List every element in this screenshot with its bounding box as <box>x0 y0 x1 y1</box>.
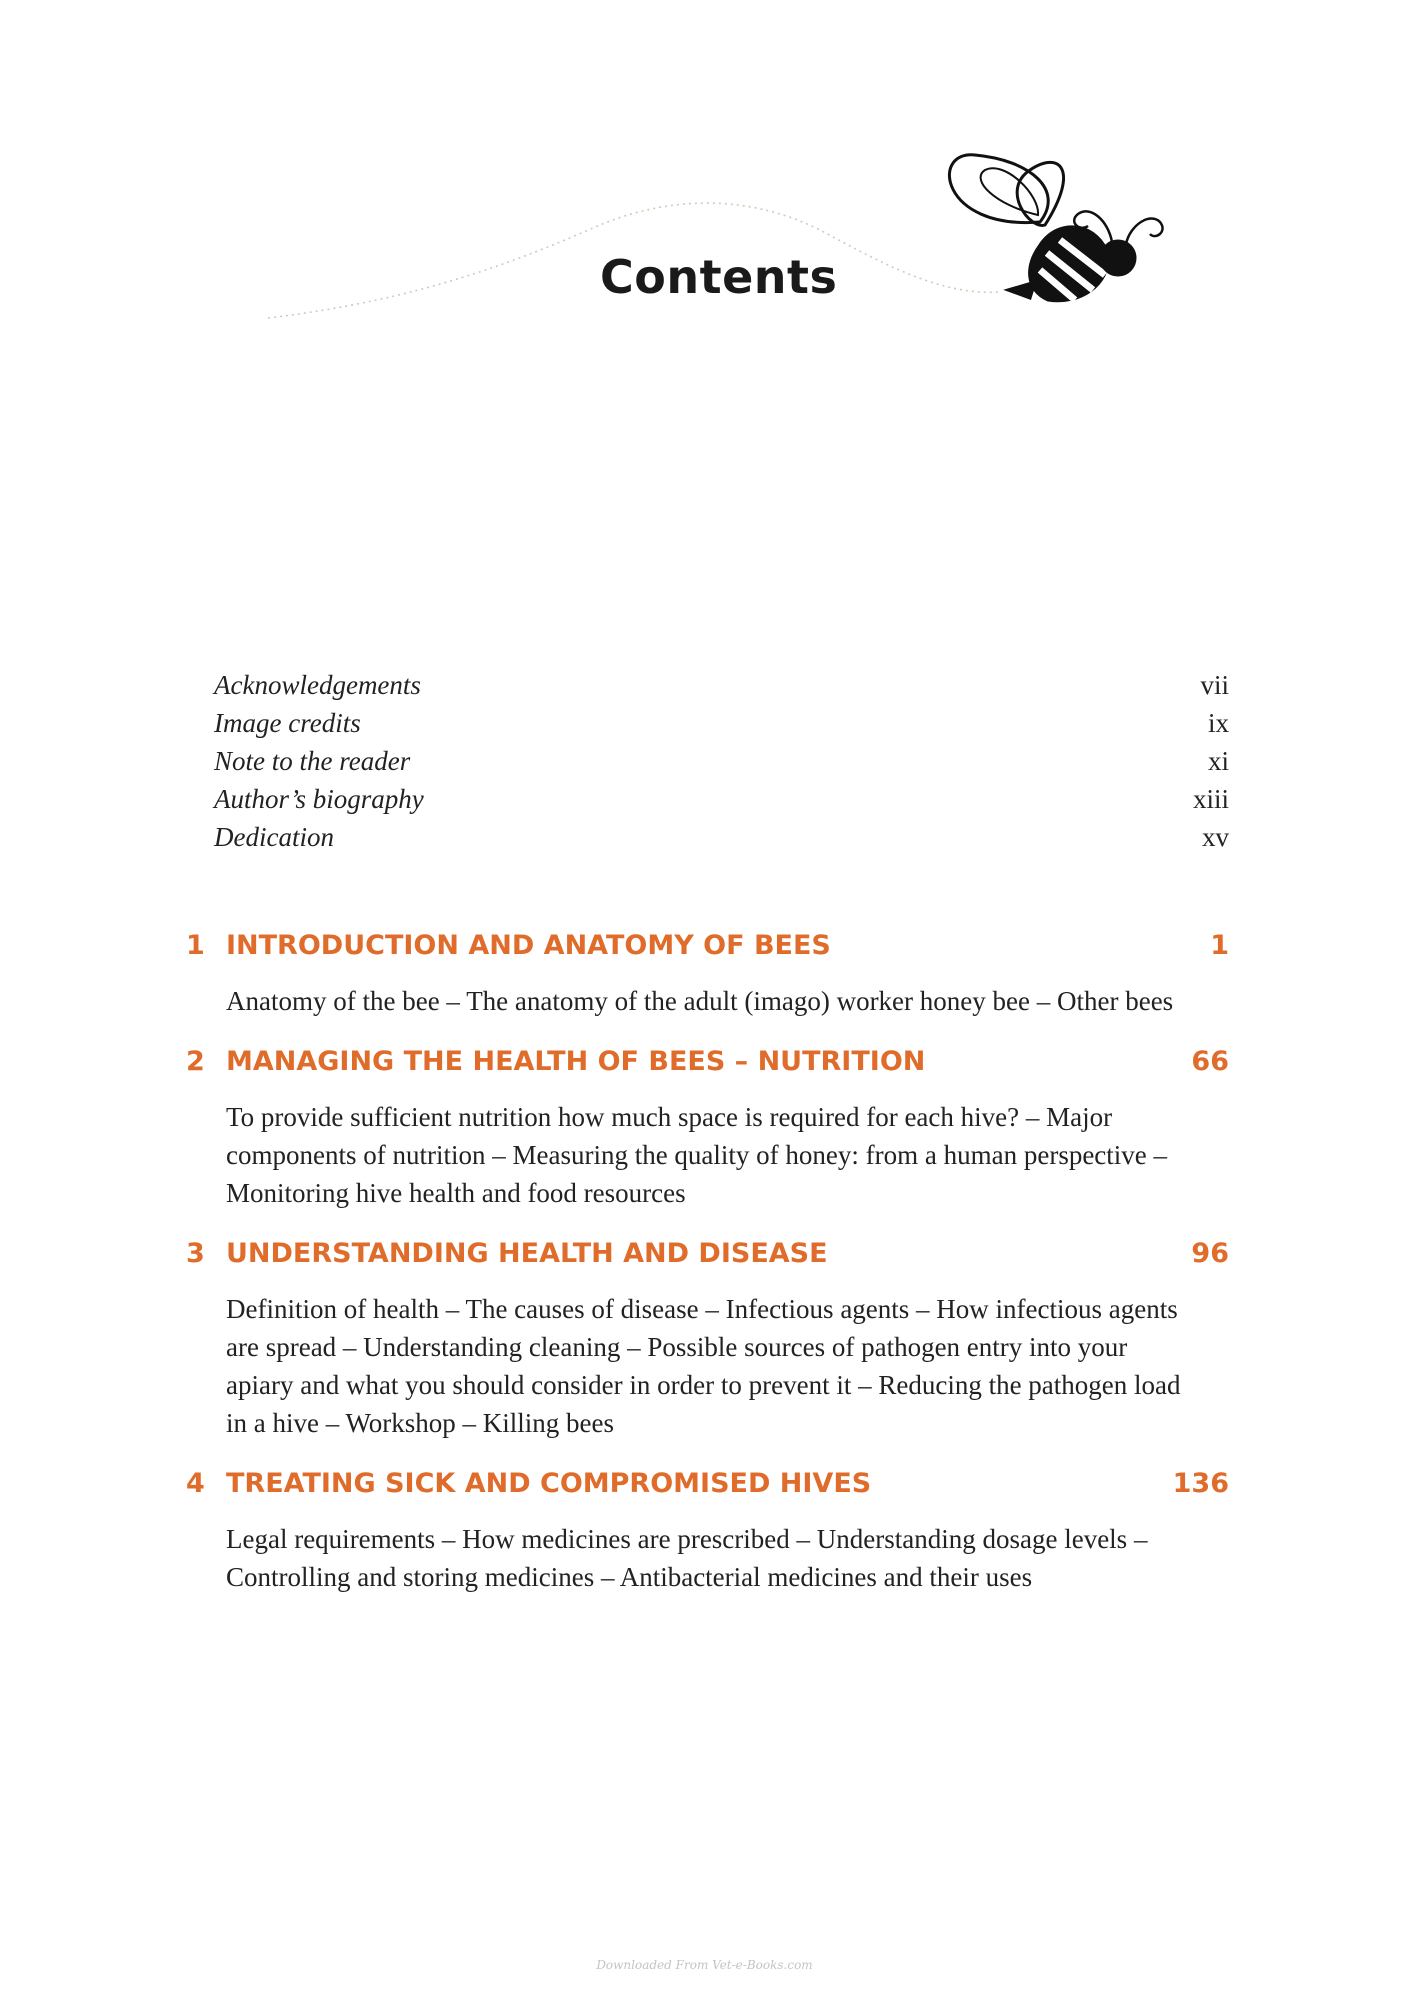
front-matter-page: ix <box>1207 708 1229 738</box>
front-matter-label: Image credits <box>214 708 361 738</box>
chapter-page: 96 <box>1191 1238 1229 1269</box>
chapter-title: INTRODUCTION AND ANATOMY OF BEES <box>226 930 831 961</box>
front-matter-label: Note to the reader <box>214 746 411 776</box>
chapter-list <box>186 930 1229 1622</box>
chapter-heading[interactable] <box>186 1468 1229 1508</box>
front-matter-item[interactable] <box>214 708 1229 746</box>
chapter-description: Anatomy of the bee – The anatomy of the adult (imago) worker honey bee – Other bees <box>226 986 1174 1016</box>
front-matter-list <box>214 670 1229 860</box>
chapter-page: 1 <box>1210 930 1229 961</box>
chapter-entry <box>186 930 1229 1020</box>
chapter-description: Definition of health – The causes of disease – Infectious agents – How infectious agents are spread – Understanding cleaning – Possible sources of pathogen entry into your apiary and what you should consider in order to prevent it – Reducing the pathogen load in a hive – Workshop – Killing bees <box>226 1294 1181 1438</box>
front-matter-label: Dedication <box>214 822 334 852</box>
front-matter-page: vii <box>1200 670 1229 700</box>
front-matter-page: xiii <box>1192 784 1229 814</box>
front-matter-label: Author’s biography <box>214 784 424 814</box>
front-matter-page: xi <box>1207 746 1229 776</box>
chapter-number: 4 <box>186 1468 205 1499</box>
front-matter-label: Acknowledgements <box>214 670 421 700</box>
header-decoration <box>0 0 1409 360</box>
chapter-entry <box>186 1046 1229 1212</box>
chapter-heading[interactable] <box>186 1046 1229 1086</box>
front-matter-item[interactable] <box>214 746 1229 784</box>
chapter-description: To provide sufficient nutrition how much space is required for each hive? – Major components of nutrition – Measuring the quality of honey: from a human perspective – Monitoring hive health and food resources <box>226 1102 1168 1208</box>
chapter-number: 3 <box>186 1238 205 1269</box>
chapter-entry <box>186 1238 1229 1442</box>
chapter-title: TREATING SICK AND COMPROMISED HIVES <box>226 1468 872 1499</box>
front-matter-page: xv <box>1202 822 1229 852</box>
download-watermark: Downloaded From Vet-e-Books.com <box>596 1958 813 1972</box>
front-matter-item[interactable] <box>214 784 1229 822</box>
chapter-entry <box>186 1468 1229 1596</box>
chapter-heading[interactable] <box>186 1238 1229 1278</box>
front-matter-item[interactable] <box>214 670 1229 708</box>
chapter-number: 1 <box>186 930 205 961</box>
front-matter-item[interactable] <box>214 822 1229 860</box>
chapter-page: 66 <box>1191 1046 1229 1077</box>
chapter-heading[interactable] <box>186 930 1229 970</box>
chapter-title: MANAGING THE HEALTH OF BEES – NUTRITION <box>226 1046 926 1077</box>
chapter-page: 136 <box>1172 1468 1229 1499</box>
chapter-description: Legal requirements – How medicines are prescribed – Understanding dosage levels – Controlling and storing medicines – Antibacterial medicines and their uses <box>226 1524 1148 1592</box>
chapter-title: UNDERSTANDING HEALTH AND DISEASE <box>226 1238 828 1269</box>
page-title: Contents <box>600 250 838 304</box>
bee-icon <box>949 155 1162 301</box>
chapter-number: 2 <box>186 1046 205 1077</box>
